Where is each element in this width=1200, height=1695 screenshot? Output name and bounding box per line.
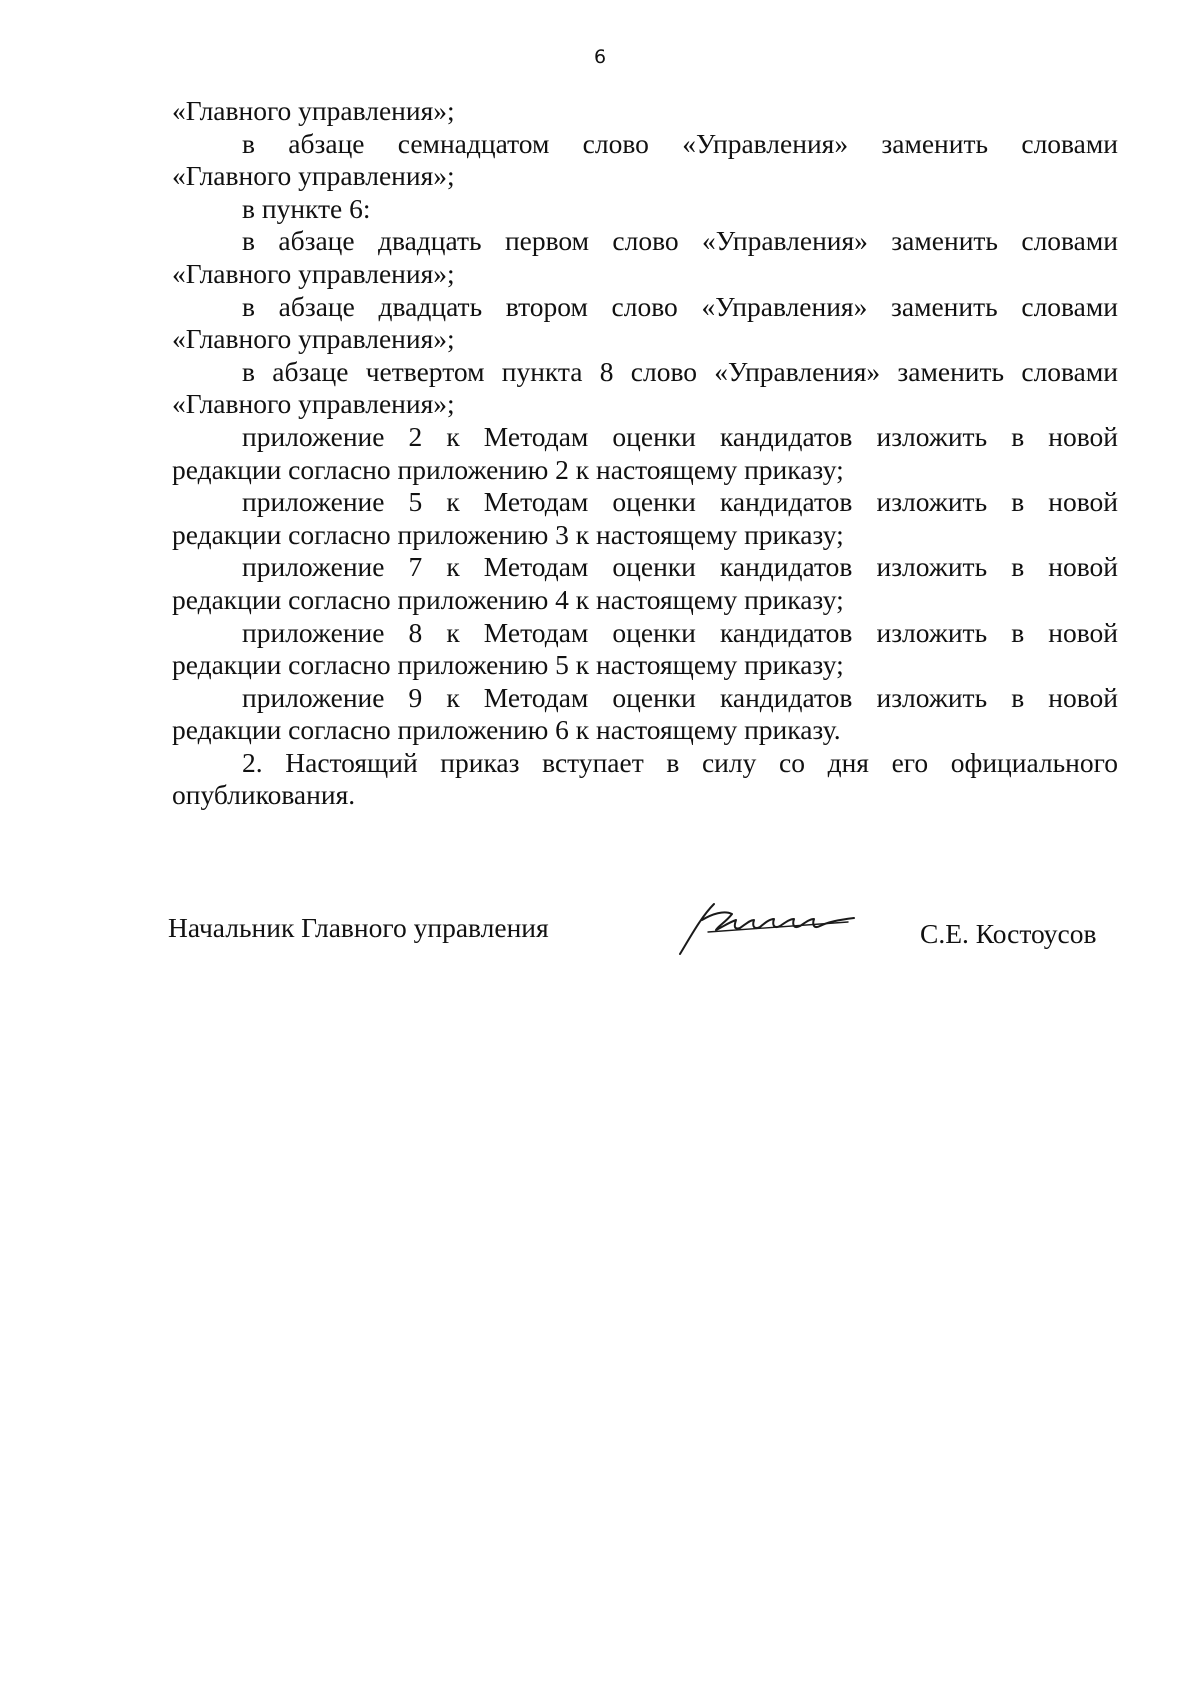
text-line: приложение 9 к Методам оценки кандидатов изложить в новой [242, 681, 1118, 713]
text-line: редакции согласно приложению 4 к настоящему приказу; [172, 583, 844, 615]
text-line: в абзаце двадцать первом слово «Управления» заменить словами [242, 225, 1118, 257]
text-line: редакции согласно приложению 3 к настоящему приказу; [172, 518, 844, 550]
page-number: 6 [593, 46, 607, 68]
text-line: приложение 8 к Методам оценки кандидатов изложить в новой [242, 616, 1118, 648]
text-line: редакции согласно приложению 2 к настоящему приказу; [172, 453, 844, 485]
text-line: редакции согласно приложению 6 к настоящему приказу. [172, 714, 841, 746]
text-line: приложение 7 к Методам оценки кандидатов изложить в новой [242, 551, 1118, 583]
text-line: «Главного управления»; [172, 388, 455, 420]
text-line: «Главного управления»; [172, 95, 455, 126]
text-line: «Главного управления»; [172, 323, 455, 355]
signature-block [0, 892, 1200, 972]
text-line: в абзаце четвертом пункта 8 слово «Управления» заменить словами [242, 355, 1118, 387]
document-body [172, 95, 1118, 812]
text-line: редакции согласно приложению 5 к настоящему приказу; [172, 649, 844, 681]
handwritten-signature [672, 892, 862, 962]
signatory-name: С.Е. Костоусов [920, 918, 1097, 949]
text-line: в абзаце семнадцатом слово «Управления» заменить словами [242, 127, 1118, 159]
text-line: «Главного управления»; [172, 160, 455, 192]
text-line: приложение 2 к Методам оценки кандидатов изложить в новой [242, 420, 1118, 452]
text-line: 2. Настоящий приказ вступает в силу со дня его официального [242, 746, 1118, 778]
text-line: опубликования. [172, 779, 356, 811]
signatory-position: Начальник Главного управления [168, 912, 549, 943]
text-line: в пункте 6: [242, 192, 371, 224]
text-line: приложение 5 к Методам оценки кандидатов изложить в новой [242, 486, 1118, 518]
text-line: «Главного управления»; [172, 257, 455, 289]
text-line: в абзаце двадцать втором слово «Управления» заменить словами [242, 290, 1118, 322]
